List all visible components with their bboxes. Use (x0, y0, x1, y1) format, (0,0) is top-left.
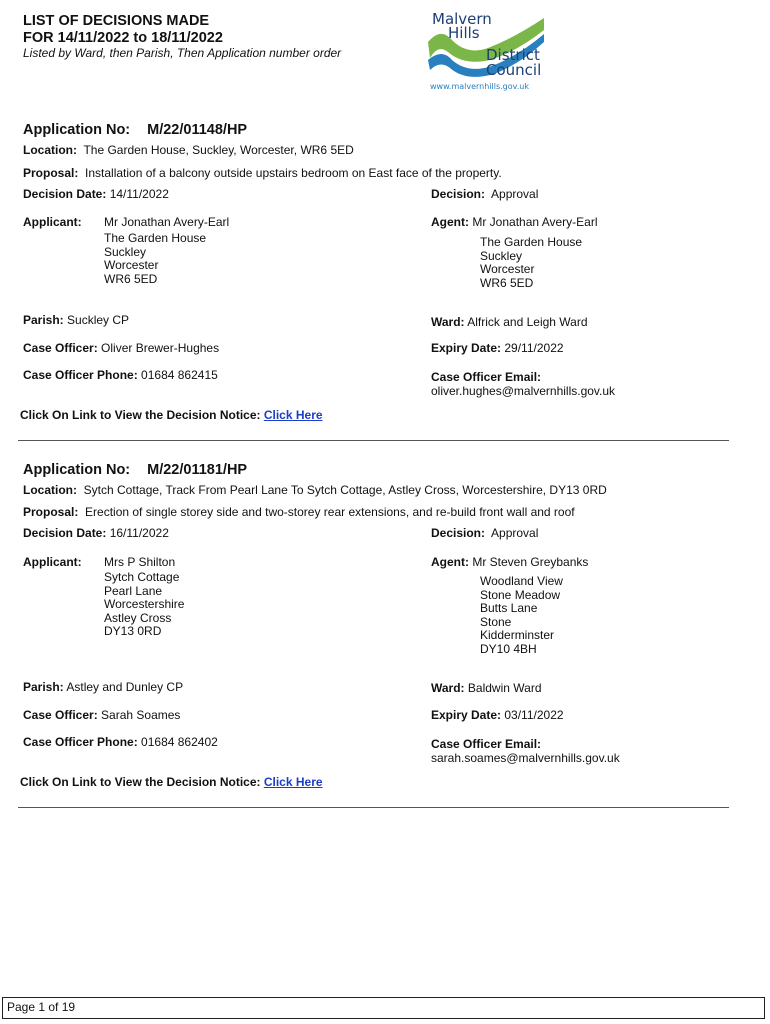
agent-name: Mr Jonathan Avery-Earl (472, 215, 598, 229)
phone-value: 01684 862415 (141, 368, 218, 382)
decision-date-line: Decision Date: 16/11/2022 (23, 526, 169, 540)
document-title-line2: FOR 14/11/2022 to 18/11/2022 (23, 30, 223, 46)
page-number: Page 1 of 19 (7, 1000, 76, 1014)
page-footer (2, 997, 765, 1019)
location-line: Location: The Garden House, Suckley, Worcester, WR6 5ED (23, 143, 354, 157)
hills-logo-graphic (426, 8, 546, 94)
document-title-line1: LIST OF DECISIONS MADE (23, 13, 210, 29)
phone-value: 01684 862402 (141, 735, 218, 749)
application-number-heading (23, 462, 247, 478)
applicant-name: Mrs P Shilton (104, 555, 176, 569)
decision-date-line: Decision Date: 14/11/2022 (23, 187, 169, 201)
case-officer-email-value: sarah.soames@malvernhills.gov.uk (431, 751, 620, 765)
decision-notice-line: Click On Link to View the Decision Notice: Click Here (20, 408, 323, 422)
decision-date-value: 14/11/2022 (109, 187, 169, 201)
case-officer-line: Case Officer: Sarah Soames (23, 708, 181, 722)
applicant-name: Mr Jonathan Avery-Earl (104, 215, 230, 229)
decision-value: Approval (491, 187, 539, 201)
case-officer-email-value: oliver.hughes@malvernhills.gov.uk (431, 384, 616, 398)
application-number-heading (23, 122, 247, 138)
logo-url: www.malvernhills.gov.uk (430, 82, 530, 91)
decision-notice-link[interactable]: Click Here (263, 408, 323, 422)
agent-address: The Garden House Suckley Worcester WR6 5ED (480, 235, 583, 290)
section-divider (18, 440, 729, 441)
agent-name: Mr Steven Greybanks (472, 555, 589, 569)
logo-text-malvern: Malvern (432, 10, 492, 28)
decision-notice-link[interactable]: Click Here (263, 775, 323, 789)
parish-value: Astley and Dunley CP (66, 680, 184, 694)
agent-line: Agent: Mr Steven Greybanks (431, 555, 589, 569)
case-officer-phone-line: Case Officer Phone: 01684 862402 (23, 735, 218, 749)
case-officer-email-label: Case Officer Email: (431, 370, 542, 384)
app-no-label: Application No: (23, 462, 131, 478)
app-no-value: M/22/01148/HP (147, 122, 248, 138)
applicant-address: Sytch Cottage Pearl Lane Worcestershire Astley Cross DY13 0RD (104, 570, 185, 639)
proposal-value: Installation of a balcony outside upstairs bedroom on East face of the property. (85, 166, 502, 180)
expiry-date-value: 29/11/2022 (504, 341, 564, 355)
parish-line: Parish: Suckley CP (23, 313, 130, 327)
document-subtitle: Listed by Ward, then Parish, Then Application number order (23, 46, 342, 60)
agent-address: Woodland View Stone Meadow Butts Lane Stone Kidderminster DY10 4BH (480, 574, 563, 656)
ward-value: Alfrick and Leigh Ward (467, 315, 588, 329)
case-officer-value: Oliver Brewer-Hughes (101, 341, 220, 355)
decision-date-value: 16/11/2022 (109, 526, 169, 540)
agent-line: Agent: Mr Jonathan Avery-Earl (431, 215, 598, 229)
proposal-line: Proposal: Erection of single storey side and two-storey rear extensions, and re-build front wall and roof (23, 505, 575, 519)
location-value: Sytch Cottage, Track From Pearl Lane To Sytch Cottage, Astley Cross, Worcestershire, DY13 0RD (83, 483, 607, 497)
ward-line: Ward: Alfrick and Leigh Ward (431, 315, 588, 329)
case-officer-phone-line: Case Officer Phone: 01684 862415 (23, 368, 218, 382)
council-logo (426, 8, 546, 94)
case-officer-value: Sarah Soames (101, 708, 181, 722)
applicant-label: Applicant: (23, 215, 82, 229)
app-no-value: M/22/01181/HP (147, 462, 248, 478)
section-divider (18, 807, 729, 808)
expiry-date-line: Expiry Date: 29/11/2022 (431, 341, 564, 355)
proposal-value: Erection of single storey side and two-storey rear extensions, and re-build front wall and roof (85, 505, 575, 519)
case-officer-line: Case Officer: Oliver Brewer-Hughes (23, 341, 220, 355)
applicant-label: Applicant: (23, 555, 82, 569)
expiry-date-line: Expiry Date: 03/11/2022 (431, 708, 564, 722)
ward-line: Ward: Baldwin Ward (431, 681, 542, 695)
ward-value: Baldwin Ward (467, 681, 542, 695)
applicant-address: The Garden House Suckley Worcester WR6 5ED (104, 231, 207, 286)
decision-line: Decision: Approval (431, 187, 539, 201)
proposal-line: Proposal: Installation of a balcony outside upstairs bedroom on East face of the property. (23, 166, 502, 180)
app-no-label: Application No: (23, 122, 131, 138)
parish-value: Suckley CP (67, 313, 130, 327)
decision-value: Approval (491, 526, 539, 540)
logo-text-district: District (486, 46, 540, 64)
location-value: The Garden House, Suckley, Worcester, WR6 5ED (83, 143, 354, 157)
decision-line: Decision: Approval (431, 526, 539, 540)
logo-text-council: Council (486, 61, 542, 79)
location-line: Location: Sytch Cottage, Track From Pearl Lane To Sytch Cottage, Astley Cross, Worcestershire, DY13 0RD (23, 483, 607, 497)
logo-text-hills: Hills (448, 24, 480, 42)
expiry-date-value: 03/11/2022 (504, 708, 564, 722)
decision-notice-line: Click On Link to View the Decision Notice: Click Here (20, 775, 323, 789)
case-officer-email-label: Case Officer Email: (431, 737, 542, 751)
parish-line: Parish: Astley and Dunley CP (23, 680, 184, 694)
